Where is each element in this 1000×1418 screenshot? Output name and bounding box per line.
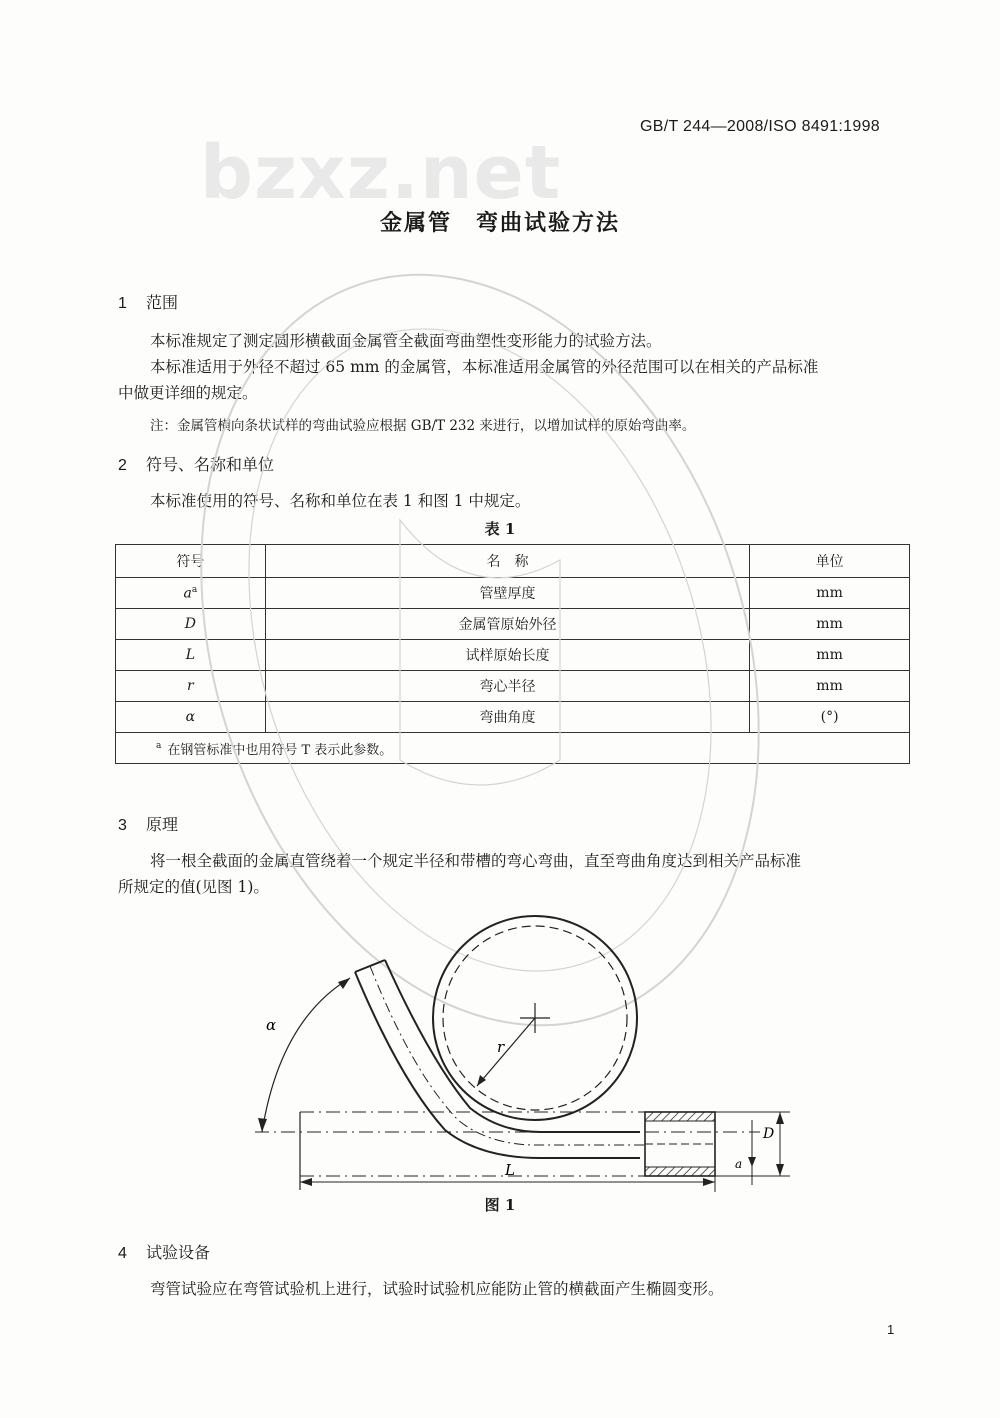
paragraph: 中做更详细的规定。 (118, 384, 258, 402)
footnote-text: 在钢管标准中也用符号 T 表示此参数。 (167, 742, 393, 758)
unit-cell: mm (750, 578, 910, 609)
column-header: 单位 (750, 545, 910, 578)
standard-code: GB/T 244—2008/ISO 8491:1998 (640, 118, 880, 135)
name-cell: 金属管原始外径 (265, 609, 749, 640)
figure-caption: 图 1 (484, 1196, 516, 1214)
bend-angle-arc (258, 978, 350, 1132)
column-header: 名 称 (265, 545, 749, 578)
paragraph: 所规定的值(见图 1)。 (118, 878, 269, 896)
radius-label: r (497, 1038, 505, 1056)
name-cell: 管壁厚度 (265, 578, 749, 609)
symbol-cell: L (116, 640, 266, 671)
diameter-label: D (763, 1126, 775, 1142)
name-cell: 弯曲角度 (265, 702, 749, 733)
length-label: L (505, 1161, 515, 1179)
column-header: 符号 (116, 545, 266, 578)
symbol-cell: D (116, 609, 266, 640)
footnote-marker: a (191, 584, 198, 595)
unit-cell: mm (750, 609, 910, 640)
watermark-logo: bzxz.net (200, 130, 562, 216)
page-number: 1 (887, 1322, 895, 1337)
unit-cell: mm (750, 640, 910, 671)
section-title: 范围 (146, 293, 179, 312)
section-title: 原理 (146, 815, 179, 834)
seal-watermark (109, 202, 851, 1098)
section-number: 4 (118, 1245, 127, 1262)
paragraph: 弯管试验应在弯管试验机上进行，试验时试验机应能防止管的横截面产生椭圆变形。 (150, 1280, 724, 1298)
section-number: 2 (118, 457, 127, 474)
paragraph: 本标准适用于外径不超过 65 mm 的金属管，本标准适用金属管的外径范围可以在相关的产品标准 (150, 358, 819, 376)
paragraph: 本标准规定了测定圆形横截面金属管全截面弯曲塑性变形能力的试验方法。 (150, 332, 662, 350)
section-number: 1 (118, 295, 127, 312)
document-title: 金属管 弯曲试验方法 (379, 210, 620, 236)
section-number: 3 (118, 817, 127, 834)
section-heading-apparatus (118, 1240, 210, 1263)
name-cell: 弯心半径 (265, 671, 749, 702)
table-caption: 表 1 (484, 520, 516, 538)
diameter-dimension (715, 1112, 790, 1185)
section-title: 试验设备 (146, 1243, 211, 1262)
symbol-cell: r (116, 671, 266, 702)
section-title: 符号、名称和单位 (146, 455, 275, 474)
note: 注：金属管横向条状试样的弯曲试验应根据 GB/T 232 来进行，以增加试样的原始弯曲率。 (150, 418, 696, 434)
radius-line (477, 1018, 535, 1086)
alpha-label: α (266, 1016, 277, 1034)
unit-cell: (°) (750, 702, 910, 733)
symbol-cell: α (116, 702, 266, 733)
unit-cell: mm (750, 671, 910, 702)
footnote-marker: a (156, 741, 162, 752)
paragraph: 本标准使用的符号、名称和单位在表 1 和图 1 中规定。 (150, 492, 531, 510)
name-cell: 试样原始长度 (265, 640, 749, 671)
paragraph: 将一根全截面的金属直管绕着一个规定半径和带槽的弯心弯曲，直至弯曲角度达到相关产品标准 (150, 852, 802, 870)
wall-label: a (735, 1157, 743, 1171)
symbol: a (183, 585, 192, 602)
